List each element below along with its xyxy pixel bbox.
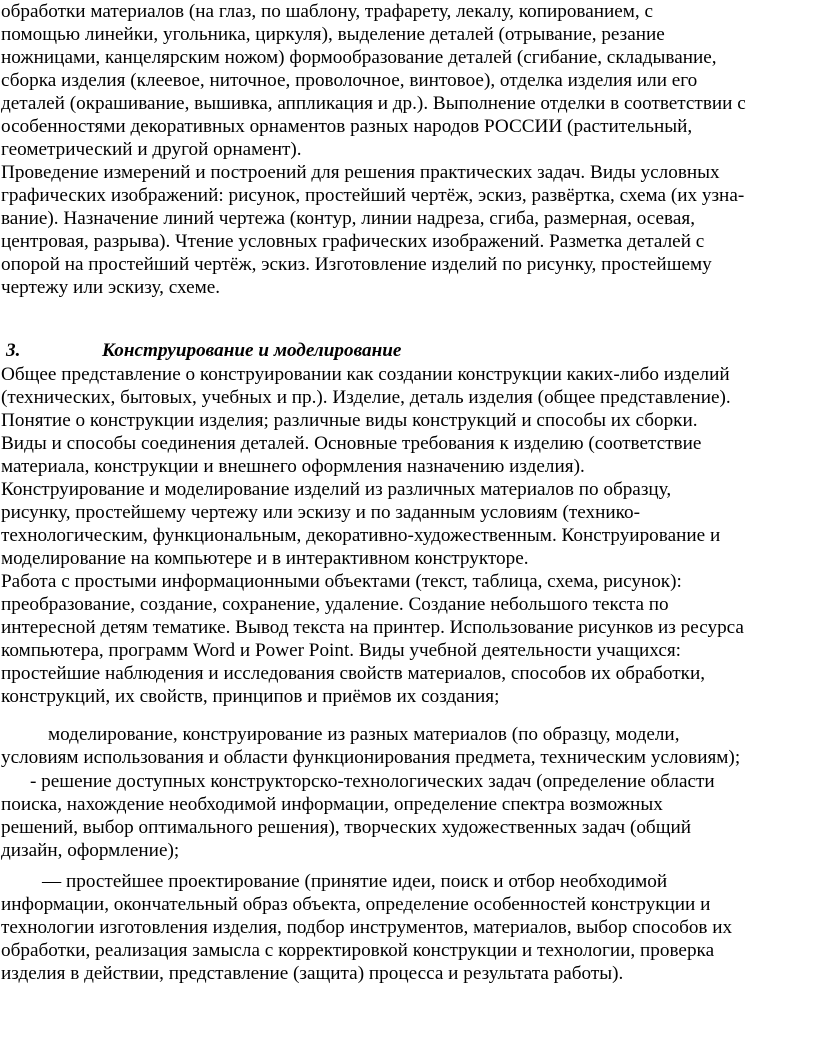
paragraph-6-line-3: решений, выбор оптимального решения), творческих художественных задач (общий: [1, 817, 692, 838]
paragraph-2-line-6: чертежу или эскизу, схеме.: [1, 277, 221, 298]
paragraph-4-line-6: конструкций, их свойств, принципов и приёмов их создания;: [1, 686, 500, 707]
paragraph-3-line-7: рисунку, простейшему чертежу или эскизу и по заданным условиям (технико-: [1, 502, 640, 523]
paragraph-1-line-1: обработки материалов (на глаз, по шаблону, трафарету, лекалу, копированием, с: [1, 1, 654, 22]
paragraph-4-line-2: преобразование, создание, сохранение, удаление. Создание небольшого текста по: [1, 594, 669, 615]
paragraph-4-line-5: простейшие наблюдения и исследования свойств материалов, способов их обработки,: [1, 663, 706, 684]
paragraph-7-line-3: технологии изготовления изделия, подбор инструментов, материалов, выбор способов их: [1, 917, 733, 938]
paragraph-5-line-1: моделирование, конструирование из разных материалов (по образцу, модели,: [48, 724, 680, 745]
paragraph-4-line-3: интересной детям тематике. Вывод текста на принтер. Использование рисунков из ресурса: [1, 617, 744, 638]
paragraph-6-line-1: - решение доступных конструкторско-технологических задач (определение области: [30, 771, 715, 792]
paragraph-7-line-4: обработки, реализация замысла с корректировкой конструкции и технологии, проверка: [1, 940, 715, 961]
paragraph-2-line-4: центровая, разрыва). Чтение условных графических изображений. Разметка деталей с: [1, 231, 705, 252]
paragraph-7-line-5: изделия в действии, представление (защита) процесса и результата работы).: [1, 963, 624, 984]
paragraph-3-line-2: (технических, бытовых, учебных и пр.). Изделие, деталь изделия (общее представление).: [1, 387, 731, 408]
paragraph-1-line-4: сборка изделия (клеевое, ниточное, проволочное, винтовое), отделка изделия или его: [1, 70, 698, 91]
paragraph-4-line-1: Работа с простыми информационными объектами (текст, таблица, схема, рисунок):: [1, 571, 682, 592]
paragraph-6-line-4: дизайн, оформление);: [1, 840, 180, 861]
paragraph-1-line-2: помощью линейки, угольника, циркуля), выделение деталей (отрывание, резание: [1, 24, 665, 45]
paragraph-2-line-5: опорой на простейший чертёж, эскиз. Изготовление изделий по рисунку, простейшему: [1, 254, 712, 275]
section-number: 3.: [6, 340, 21, 361]
paragraph-3-line-6: Конструирование и моделирование изделий из различных материалов по образцу,: [1, 479, 672, 500]
paragraph-4-line-4: компьютера, программ Word и Power Point. Виды учебной деятельности учащихся:: [1, 640, 682, 661]
paragraph-1-line-7: геометрический и другой орнамент).: [1, 139, 302, 160]
paragraph-2-line-2: графических изображений: рисунок, простейший чертёж, эскиз, развёртка, схема (их узна-: [1, 185, 745, 206]
paragraph-3-line-3: Понятие о конструкции изделия; различные виды конструкций и способы их сборки.: [1, 410, 698, 431]
section-title: Конструирование и моделирование: [102, 340, 402, 361]
paragraph-1-line-5: деталей (окрашивание, вышивка, аппликация и др.). Выполнение отделки в соответствии с: [1, 93, 746, 114]
paragraph-3-line-1: Общее представление о конструировании как создании конструкции каких-либо изделий: [1, 364, 730, 385]
paragraph-3-line-9: моделирование на компьютере и в интерактивном конструкторе.: [1, 548, 529, 569]
paragraph-5-line-2: условиям использования и области функционирования предмета, техническим условиям);: [1, 747, 741, 768]
paragraph-1-line-3: ножницами, канцелярским ножом) формообразование деталей (сгибание, складывание,: [1, 47, 717, 68]
paragraph-7-line-2: информации, окончательный образ объекта, определение особенностей конструкции и: [1, 894, 711, 915]
paragraph-6-line-2: поиска, нахождение необходимой информации, определение спектра возможных: [1, 794, 663, 815]
paragraph-3-line-4: Виды и способы соединения деталей. Основные требования к изделию (соответствие: [1, 433, 702, 454]
paragraph-3-line-8: технологическим, функциональным, декоративно-художественным. Конструирование и: [1, 525, 721, 546]
paragraph-7-line-1: — простейшее проектирование (принятие идеи, поиск и отбор необходимой: [42, 871, 668, 892]
paragraph-2-line-3: вание). Назначение линий чертежа (контур, линии надреза, сгиба, размерная, осевая,: [1, 208, 695, 229]
paragraph-1-line-6: особенностями декоративных орнаментов разных народов РОССИИ (растительный,: [1, 116, 693, 137]
paragraph-2-line-1: Проведение измерений и построений для решения практических задач. Виды условных: [1, 162, 720, 183]
paragraph-3-line-5: материала, конструкции и внешнего оформления назначению изделия).: [1, 456, 585, 477]
